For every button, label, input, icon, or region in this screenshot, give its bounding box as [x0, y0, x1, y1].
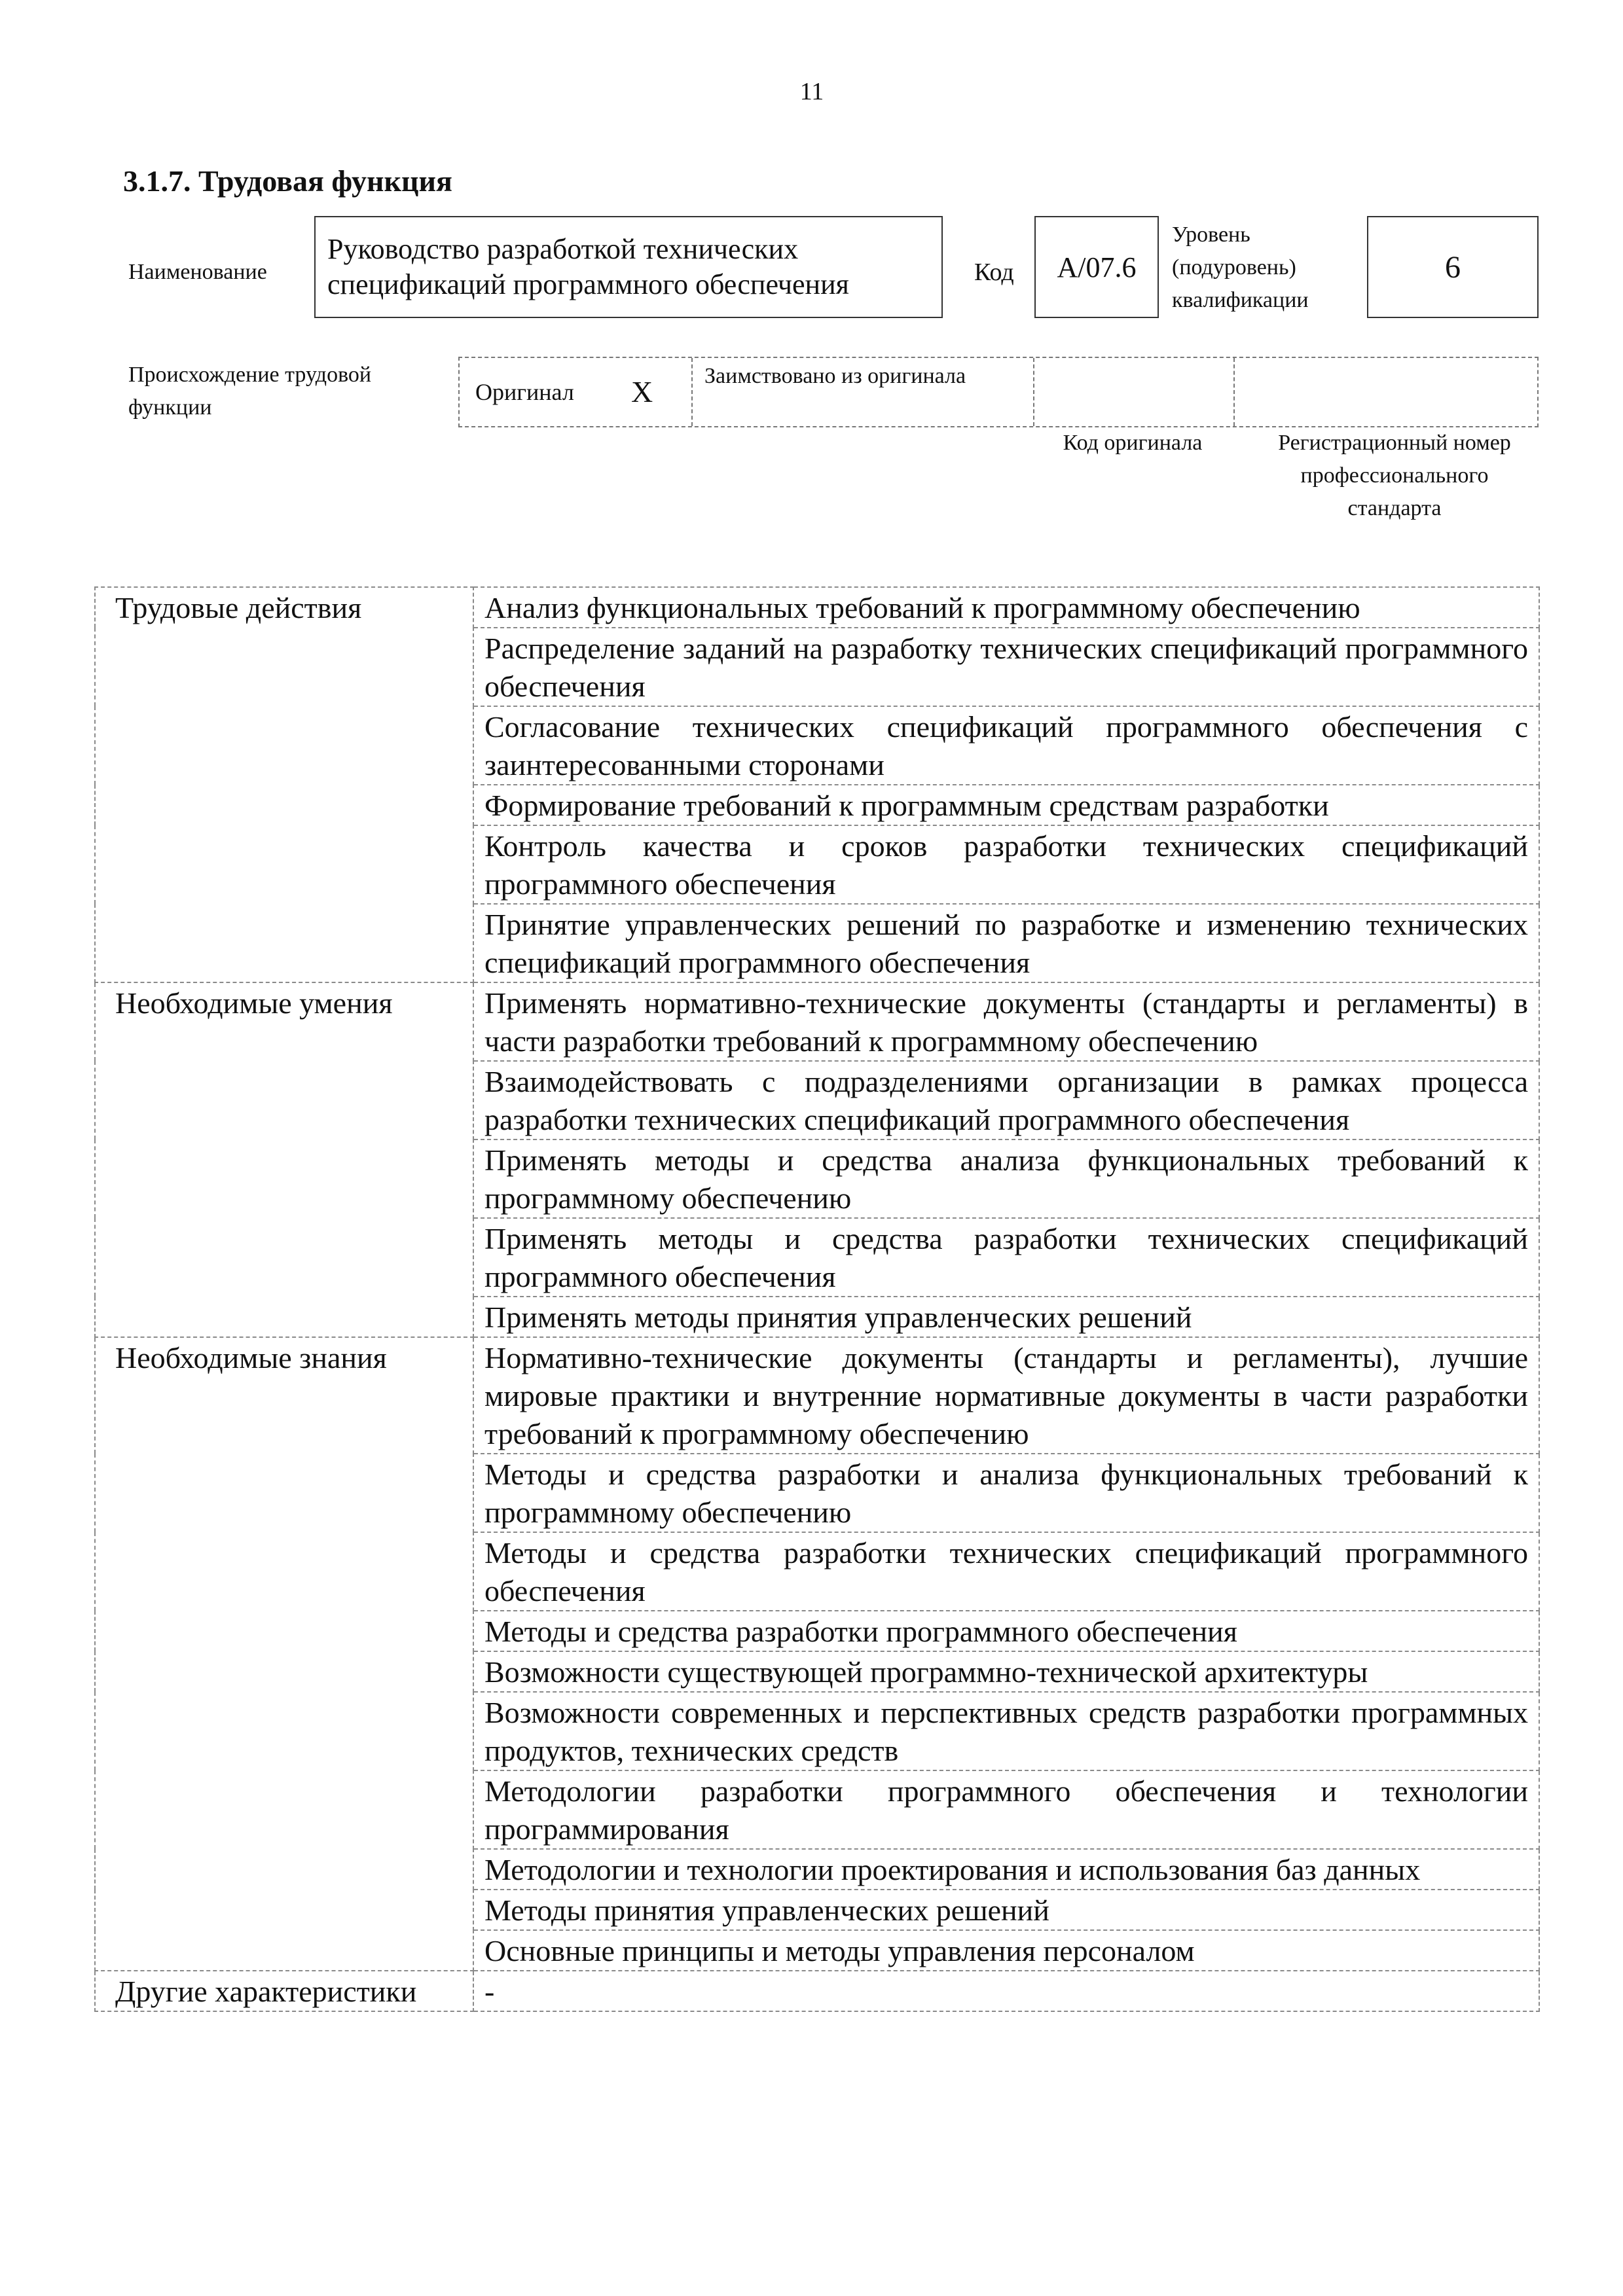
name-label: Наименование	[128, 260, 267, 284]
table-row	[95, 587, 1539, 628]
code-original-caption: Код оригинала	[1063, 431, 1203, 455]
table-row	[95, 982, 1539, 1061]
borrowed-label: Заимствовано из оригинала	[704, 364, 966, 388]
original-label: Оригинал	[475, 379, 574, 405]
item-cell: Возможности современных и перспективных средств разработки программных продуктов, технических средств	[473, 1692, 1539, 1770]
level-label: Уровень (подуровень) квалификации	[1172, 223, 1309, 312]
item-cell: Формирование требований к программным средствам разработки	[473, 785, 1539, 825]
original-mark: X	[631, 375, 653, 408]
item-cell: Методологии и технологии проектирования и использования баз данных	[473, 1849, 1539, 1890]
origin-divider-3	[1233, 358, 1235, 426]
level-value-box	[1367, 216, 1539, 318]
code-value: A/07.6	[1057, 251, 1137, 283]
item-cell: Анализ функциональных требований к программному обеспечению	[473, 587, 1539, 628]
origin-label: Происхождение трудовой функции	[128, 363, 372, 420]
category-cell: Необходимые умения	[95, 982, 473, 1337]
other-category-cell: Другие характеристики	[95, 1971, 473, 2011]
item-cell: Согласование технических спецификаций программного обеспечения с заинтересованными сторонами	[473, 706, 1539, 785]
item-cell: Методы и средства разработки технических спецификаций программного обеспечения	[473, 1532, 1539, 1611]
origin-divider-2	[1033, 358, 1034, 426]
code-label: Код	[974, 259, 1014, 286]
reg-number-caption: Регистрационный номер профессионального стандарта	[1278, 431, 1511, 520]
item-cell: Применять методы и средства анализа функциональных требований к программному обеспечению	[473, 1139, 1539, 1218]
item-cell: Основные принципы и методы управления персоналом	[473, 1930, 1539, 1971]
name-value-box	[314, 216, 943, 318]
code-value-box	[1034, 216, 1159, 318]
page-number: 11	[799, 78, 824, 105]
item-cell: Методы и средства разработки и анализа функциональных требований к программному обеспечению	[473, 1454, 1539, 1532]
item-cell: Методологии разработки программного обеспечения и технологии программирования	[473, 1770, 1539, 1849]
labor-function-table	[94, 586, 1540, 2012]
item-cell: Применять методы принятия управленческих решений	[473, 1297, 1539, 1337]
item-cell: Методы и средства разработки программного обеспечения	[473, 1611, 1539, 1651]
item-cell: Применять нормативно-технические документы (стандарты и регламенты) в части разработки требований к программному обеспечению	[473, 982, 1539, 1061]
item-cell: Контроль качества и сроков разработки технических спецификаций программного обеспечения	[473, 825, 1539, 904]
item-cell: Взаимодействовать с подразделениями организации в рамках процесса разработки технических спецификаций программного обеспечения	[473, 1061, 1539, 1139]
section-title: 3.1.7. Трудовая функция	[123, 164, 452, 198]
item-cell: Возможности существующей программно-технической архитектуры	[473, 1651, 1539, 1692]
name-value: Руководство разработкой технических спецификаций программного обеспечения	[327, 233, 849, 300]
item-cell: Принятие управленческих решений по разработке и изменению технических спецификаций программного обеспечения	[473, 904, 1539, 982]
origin-row	[458, 357, 1539, 427]
table-row	[95, 1337, 1539, 1454]
item-cell: Распределение заданий на разработку технических спецификаций программного обеспечения	[473, 628, 1539, 706]
category-cell: Необходимые знания	[95, 1337, 473, 1971]
item-cell: Применять методы и средства разработки технических спецификаций программного обеспечения	[473, 1218, 1539, 1297]
level-value: 6	[1445, 249, 1461, 285]
item-cell: Нормативно-технические документы (стандарты и регламенты), лучшие мировые практики и внутренние нормативные документы в части разработки требований к программному обеспечению	[473, 1337, 1539, 1454]
other-value-cell: -	[473, 1971, 1539, 2011]
table-row-other	[95, 1971, 1539, 2011]
item-cell: Методы принятия управленческих решений	[473, 1890, 1539, 1930]
category-cell: Трудовые действия	[95, 587, 473, 982]
origin-divider-1	[691, 358, 693, 426]
